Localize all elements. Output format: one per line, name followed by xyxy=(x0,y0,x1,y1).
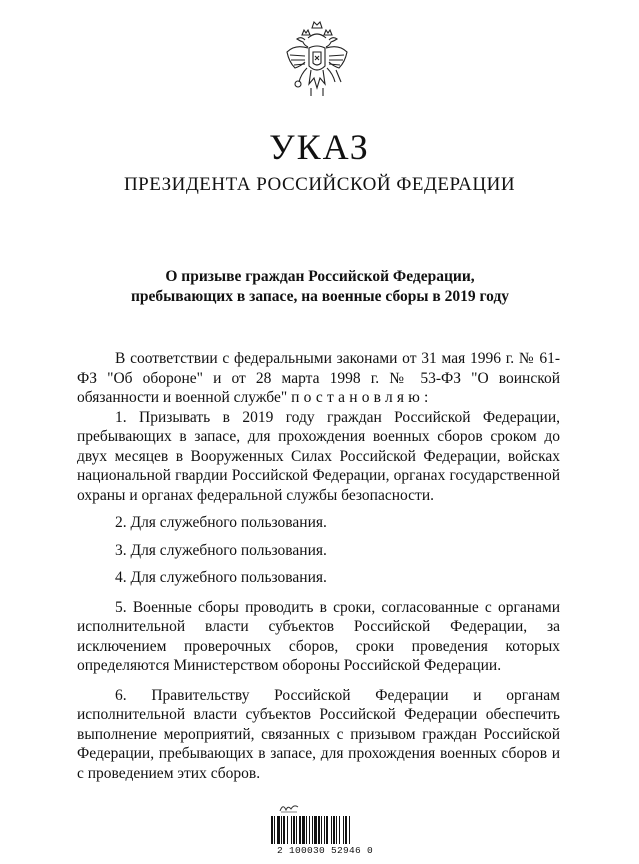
paragraph-3: 3. Для служебного пользования. xyxy=(115,541,327,559)
barcode-bar xyxy=(287,816,288,844)
paragraph-5: 5. Военные сборы проводить в сроки, согласованные с органами исполнительной власти субъектов Российской Федерации, за исключением проверочных сборов, сроки проведения которых определяются Министерством обороны Российской Федерации. xyxy=(77,598,560,674)
barcode-bar xyxy=(312,816,313,844)
barcode-bar xyxy=(283,816,285,844)
barcode-bar xyxy=(299,816,301,844)
barcode-bar xyxy=(293,816,295,844)
preamble-resolution-word: постановляю: xyxy=(291,389,433,406)
barcode-bar xyxy=(345,816,347,844)
paragraph-6: 6. Правительству Российской Федерации и органам исполнительной власти субъектов Российской Федерации обеспечить выполнение мероприятий, связанных с призывом граждан Российской Федерации, пребывающих в запасе, для прохождения военных сборов и с проведением этих сборов. xyxy=(77,686,560,782)
barcode-bar xyxy=(343,816,344,844)
heading-line-1: О призыве граждан Российской Федерации, xyxy=(165,268,475,285)
paragraph-4: 4. Для служебного пользования. xyxy=(115,569,327,586)
barcode-bar xyxy=(296,816,297,844)
document-type-title: УКАЗ xyxy=(269,127,370,167)
barcode-bar xyxy=(331,816,332,844)
coat-of-arms-icon xyxy=(281,18,353,102)
barcode-bar xyxy=(306,816,307,844)
barcode-bar xyxy=(274,816,275,844)
paragraph-2: 2. Для служебного пользования. xyxy=(115,514,327,531)
decree-body xyxy=(77,349,560,783)
barcode-bar xyxy=(321,816,322,844)
preamble-paragraph xyxy=(77,349,560,408)
issuer-subtitle: ПРЕЗИДЕНТА РОССИЙСКОЙ ФЕДЕРАЦИИ xyxy=(123,174,516,195)
barcode-bar xyxy=(314,816,317,844)
barcode-bar xyxy=(309,816,310,844)
barcode-bar xyxy=(281,816,282,844)
preamble-text: В соответствии с федеральными законами от 31 мая 1996 г. № 61-ФЗ "Об обороне" и от 28 марта 1998 г. № 53-ФЗ "О воинской обязанности и военной службе" xyxy=(77,350,560,406)
barcode-number: 2 100030 52946 0 xyxy=(276,845,373,856)
barcode-bar xyxy=(333,816,335,844)
barcode-icon xyxy=(270,816,380,844)
paragraph-1: 1. Призывать в 2019 году граждан Российской Федерации, пребывающих в запасе, для прохождения военных сборов сроком до двух месяцев в Вооруженных Силах Российской Федерации, войсках национальной гвардии Российской Федерации, органах государственной охраны и органах федеральной службы безопасности. xyxy=(77,408,560,504)
handwritten-initials-icon xyxy=(278,801,300,813)
barcode-bar xyxy=(291,816,292,844)
barcode-bar xyxy=(326,816,328,844)
barcode-bar xyxy=(302,816,305,844)
barcode-bar xyxy=(324,816,325,844)
barcode-bar xyxy=(277,816,280,844)
decree-heading xyxy=(60,267,580,307)
barcode-bar xyxy=(349,816,350,844)
barcode-bar xyxy=(339,816,340,844)
barcode-bar xyxy=(336,816,337,844)
heading-line-2: пребывающих в запасе, на военные сборы в 2019 году xyxy=(130,288,510,305)
barcode-bar xyxy=(318,816,320,844)
barcode-bar xyxy=(271,816,273,844)
